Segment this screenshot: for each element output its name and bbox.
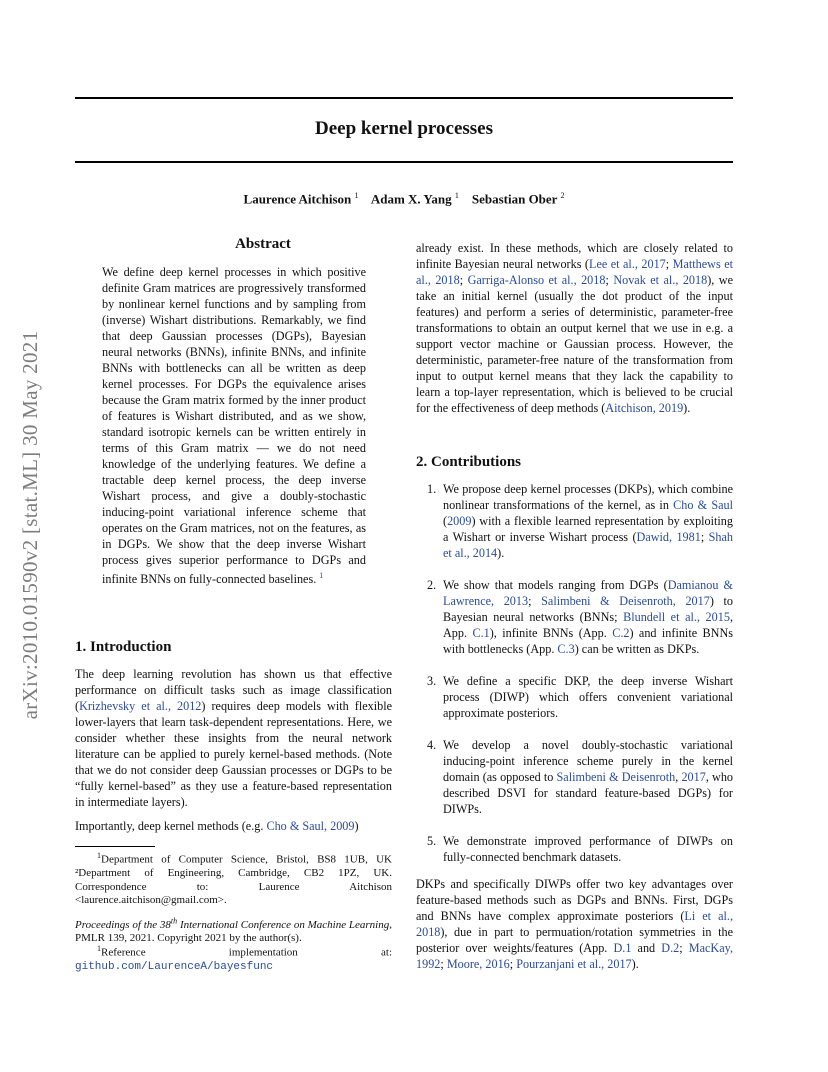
citation-link[interactable]: Salimbeni & Deisenroth, 2017 xyxy=(541,594,710,608)
author-name: Sebastian Ober xyxy=(471,191,558,207)
citation-link[interactable]: Krizhevsky et al., 2012 xyxy=(79,699,202,713)
contributions-heading: 2. Contributions xyxy=(416,454,522,470)
list-item: 5. We demonstrate improved performance of DIWPs on fully-connected benchmark datasets. xyxy=(427,834,733,864)
citation-link[interactable]: Moore, 2016 xyxy=(446,957,510,971)
abstract-heading: Abstract xyxy=(235,236,291,252)
list-item: 1. We propose deep kernel processes (DKPs), which combine nonlinear transformations of the kernel, as in Cho & Saul (2009) with a flexible learned representation by exploiting a Wishart or inverse Wishart process (Dawid, 1981; Shah et al., 2014). xyxy=(427,482,734,560)
affiliation-mark: 2 xyxy=(560,191,565,200)
title-rule xyxy=(75,161,733,163)
appendix-link[interactable]: D.1 xyxy=(613,941,632,955)
footnote-link[interactable]: 1 xyxy=(319,571,324,580)
citation-link[interactable]: Cho & Saul xyxy=(673,498,733,512)
author-name: Adam X. Yang xyxy=(370,191,452,207)
proceedings-note: Proceedings of the 38th International Conference on Machine Learning, PMLR 139, 2021. Copyright 2021 by the author(s). xyxy=(75,916,392,945)
affiliation-mark: 1 xyxy=(454,191,459,200)
top-rule xyxy=(75,97,733,99)
abstract-text: We define deep kernel processes in which positive definite Gram matrices are progressively transformed by nonlinear kernel functions and by sampling from (inverse) Wishart distributions. Remarkably, we find that deep Gaussian processes (DGPs), Bayesian neural networks (BNNs), infinite BNNs, and infinite BNNs with bottlenecks can all be written as deep kernel processes. For DGPs the equivalence arises because the Gram matrix formed by the inner product of features is Wishart distributed, and as we show, standard isotropic kernels can be written entirely in terms of this Gram matrix — we do not need knowledge of the underlying features. We define a tractable deep kernel process, the deep inverse Wishart process, and give a doubly-stochastic inducing-point variational inference scheme that operates on the Gram matrices, not on the features, as in DGPs. We show that the deep inverse Wishart process gives superior performance to DGPs and infinite BNNs on fully-connected baselines. xyxy=(102,265,366,587)
citation-link[interactable]: Shah et al., 2014 xyxy=(443,530,734,560)
repo-link[interactable]: github.com/LaurenceA/bayesfunc xyxy=(75,961,274,974)
citation-link[interactable]: Cho & Saul, 2009 xyxy=(266,819,355,833)
citation-link[interactable]: Lee et al., 2017 xyxy=(589,257,666,271)
citation-link[interactable]: 2009 xyxy=(447,514,472,528)
final-paragraph: DKPs and specifically DIWPs offer two key advantages over feature-based methods such as DGPs and BNNs. First, DGPs and BNNs have complex approximate posteriors (Li et al., 2018), due in part to permuation/rotation symmetries in the posterior over weights/features (App. D.1 and D.2; MacKay, 1992; Moore, 2016; Pourzanjani et al., 2017). xyxy=(416,877,733,971)
appendix-link[interactable]: C.1 xyxy=(472,626,490,640)
intro-heading: 1. Introduction xyxy=(75,639,172,655)
footnote-rule xyxy=(75,846,155,847)
list-item: 2. We show that models ranging from DGPs (Damianou & Lawrence, 2013; Salimbeni & Deisenroth, 2017) to Bayesian neural networks (BNNs; Blundell et al., 2015, App. C.1), infinite BNNs (App. C.2) and infinite BNNs with bottlenecks (App. C.3) can be written as DKPs. xyxy=(427,578,733,656)
paper-title: Deep kernel processes xyxy=(314,118,493,139)
intro-paragraph: Importantly, deep kernel methods (e.g. Cho & Saul, 2009) xyxy=(75,819,359,833)
appendix-link[interactable]: C.2 xyxy=(612,626,630,640)
affiliation-mark: 1 xyxy=(354,191,359,200)
citation-link[interactable]: Li et al., 2018 xyxy=(416,909,733,939)
citation-link[interactable]: Damianou & Lawrence, 2013 xyxy=(443,578,733,608)
footnote-affiliations: $^1$Department of Computer Science, Bristol, BS8 1UB, UK ²Department of Engineering, Cambridge, CB2 1PZ, UK. Correspondence to: Laurence Aitchison <laurence.aitchison@gmail.com>. xyxy=(75,851,392,907)
citation-link[interactable]: Salimbeni & Deisenroth xyxy=(556,770,676,784)
citation-link[interactable]: Garriga-Alonso et al., 2018 xyxy=(467,273,606,287)
citation-link[interactable]: MacKay, 1992 xyxy=(416,941,733,971)
footnote-reference: $^1$Reference implementation at: github.com/LaurenceA/bayesfunc xyxy=(75,944,392,974)
arxiv-stamp: arXiv:2010.01590v2 [stat.ML] 30 May 2021 xyxy=(18,330,42,720)
citation-link[interactable]: Novak et al., 2018 xyxy=(613,273,708,287)
abstract-body xyxy=(102,264,366,587)
contributions-list xyxy=(416,481,733,881)
citation-link[interactable]: Aitchison, 2019 xyxy=(605,401,684,415)
appendix-link[interactable]: C.3 xyxy=(557,642,575,656)
citation-link[interactable]: Blundell et al., 2015 xyxy=(623,610,730,624)
right-column-intro: already exist. In these methods, which are closely related to infinite Bayesian neural networks (Lee et al., 2017; Matthews et al., 2018; Garriga-Alonso et al., 2018; Novak et al., 2018), we take an initial kernel (usually the dot product of the input features) and perform a series of deterministic, parameter-free transformations to obtain an output kernel that we use in e.g. a support vector machine or Gaussian process. However, the deterministic, parameter-free nature of the transformation from input to output kernel means that they lack the capability to learn a top-layer representation, which is believed to be crucial for the effectiveness of deep methods (Aitchison, 2019). xyxy=(416,241,734,415)
list-item: 4. We develop a novel doubly-stochastic variational inducing-point inference scheme purely in the kernel domain (as opposed to Salimbeni & Deisenroth, 2017, who described DSVI for standard feature-based DGPs) for DIWPs. xyxy=(427,738,734,816)
citation-link[interactable]: Dawid, 1981 xyxy=(636,530,701,544)
citation-link[interactable]: 2017 xyxy=(681,770,706,784)
intro-body xyxy=(75,666,392,834)
appendix-link[interactable]: D.2 xyxy=(661,941,680,955)
citation-link[interactable]: Matthews et al., 2018 xyxy=(416,257,734,287)
intro-paragraph: The deep learning revolution has shown us that effective performance on difficult tasks such as image classification (Krizhevsky et al., 2012) requires deep models with flexible lower-layers that learn task-dependent representations. Here, we consider whether these insights from the neural network literature can be applied to purely kernel-based methods. (Note that we do not consider deep Gaussian processes or DGPs to be “fully kernel-based” as they use a feature-based representation in intermediate layers). xyxy=(75,667,392,809)
citation-link[interactable]: Pourzanjani et al., 2017 xyxy=(516,957,632,971)
list-item: 3. We define a specific DKP, the deep inverse Wishart process (DIWP) which offers convenient variational approximate posteriors. xyxy=(427,674,733,720)
author-list xyxy=(75,191,733,207)
author-name: Laurence Aitchison xyxy=(243,191,352,207)
